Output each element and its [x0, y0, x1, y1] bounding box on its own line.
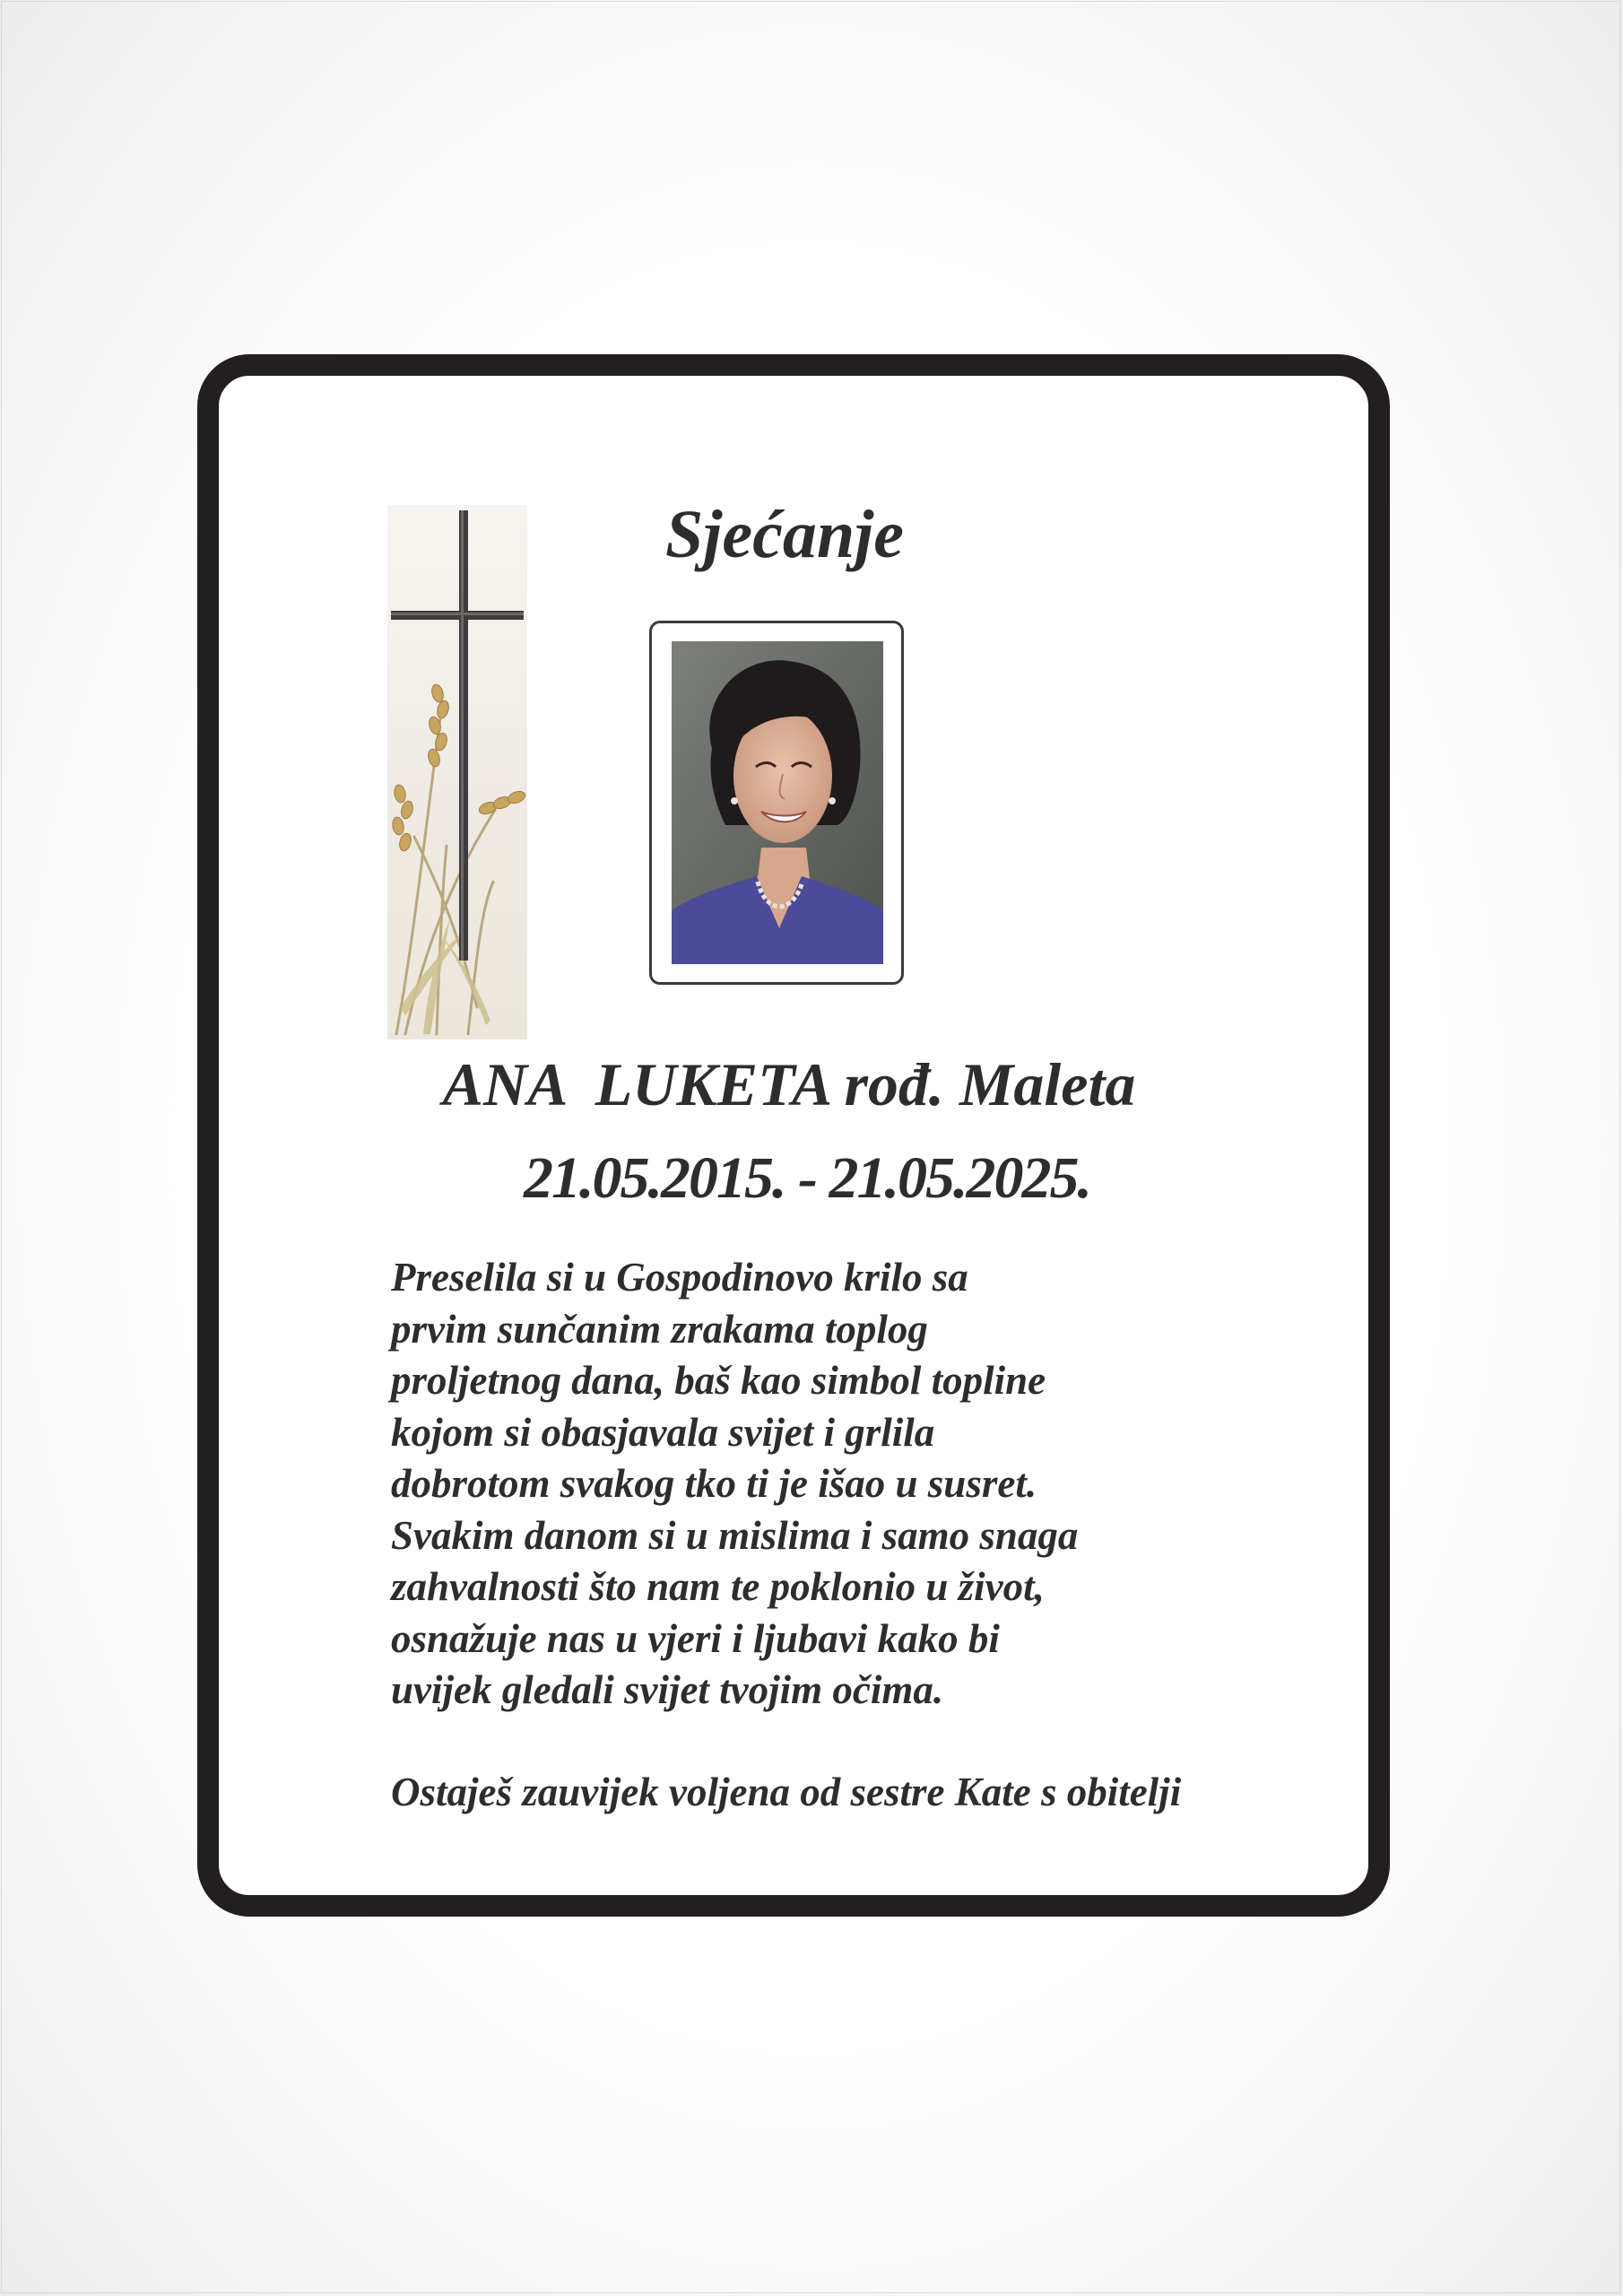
portrait-photo-frame: [649, 621, 904, 985]
memorial-text-line: kojom si obasjavala svijet i grlila: [391, 1409, 935, 1455]
memorial-dates: 21.05.2015. - 21.05.2025.: [524, 1145, 1090, 1211]
memorial-text: [391, 1252, 1341, 1717]
deceased-name: ANA LUKETA rođ. Maleta: [442, 1050, 1136, 1118]
closing-line: Ostaješ zauvijek voljena od sestre Kate s obitelji: [391, 1770, 1182, 1814]
memorial-text-line: uvijek gledali svijet tvojim očima.: [391, 1667, 944, 1712]
memorial-text-line: proljetnog dana, baš kao simbol topline: [391, 1358, 1046, 1403]
memorial-text-line: osnažuje nas u vjeri i ljubavi kako bi: [391, 1615, 1000, 1661]
notice-title: Sjećanje: [665, 497, 904, 572]
memorial-text-line: prvim sunčanim zrakama toplog: [391, 1306, 928, 1352]
portrait-photo: [672, 641, 883, 964]
memorial-text-line: Svakim danom si u mislima i samo snaga: [391, 1512, 1079, 1558]
memorial-text-line: Preselila si u Gospodinovo krilo sa: [391, 1255, 968, 1300]
memorial-text-line: dobrotom svakog tko ti je išao u susret.: [391, 1461, 1037, 1506]
cross-with-wheat-icon: [387, 505, 527, 1039]
memorial-text-line: zahvalnosti što nam te poklonio u život,: [391, 1564, 1045, 1609]
